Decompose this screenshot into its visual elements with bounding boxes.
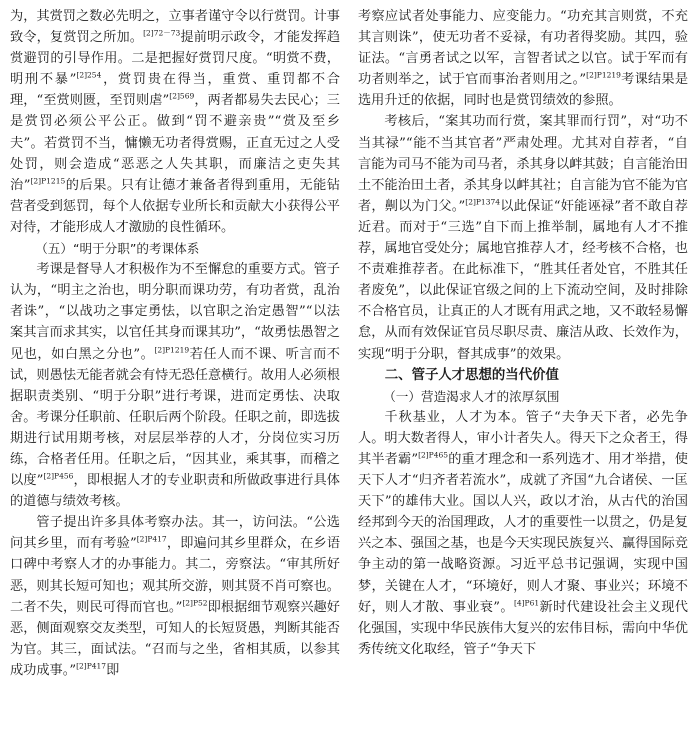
citation: [2]254 [76,70,102,80]
paragraph: 为，其赏罚之数必先明之，立事者谨守令以行赏罚。计事致令，复赏罚之所加。$^{[2]72-73}$提前明示政令，才能发挥趋赏避罚的引导作用。二是把握好赏罚尺度。“明赏不费，明刑不暴”$^{[2]254}$，赏罚贵在得当，重赏、重罚都不合理，“至赏则匮，至罚则虐”$^{[2]569}$，两者都易失去民心；三是赏罚必须公平公正。做到“罚不避亲贵”“赏及至乡夫”。若赏罚不当，慵懒无功者得赏赐，正直无过之人受处罚，则会造成“恶恶之人失其职，而廉洁之吏失其治”$^{[2]P1215}$的后果。只有让德才兼备者得到重用，无能钻营者受到惩罚，每个人依据专业所长和贡献大小获得公平对待，才能形成人才激励的良性循环。 [10,9,341,235]
paragraph: 千秋基业，人才为本。管子“夫争天下者，必先争人。明大数者得人，审小计者失人。得天下之众者王，得其半者霸”$^{[2]P465}$的重才理念和一系列选才、用才举措，使天下人才“归齐者若流水”，成就了齐国“九合诸侯、一匡天下”的雄伟大业。国以人兴，政以才治，从古代的治国经邦到今天的治国理政，人才的重要性一以贯之，仍是复兴之本、强国之基，也是今天实现民族复兴、赢得国际竞争主动的第一战略资源。习近平总书记强调，实现中国梦，关键在人才，“环境好，则人才聚、事业兴；环境不好，则人才散、事业衰”。$^{[4]P61}$新时代建设社会主义现代化强国，实现中华民族伟大复兴的宏伟目标，需向中华优秀传统文化取经，管子“争天下 [358,409,688,657]
citation: [2]P456 [43,471,74,481]
subsection-heading: （五）“明于分职”的考课体系 [35,241,200,257]
paragraph: 考核后，“案其功而行赏，案其罪而行罚”，对“功不当其禄”“能不当其官者”严肃处理。尤其对自荐者，“自言能为司马不能为司马者，杀其身以衅其鼓；自言能治田土不能治田土者，杀其身以衅其社；自言能为官不能为官者，劓以为门父。”$^{[2]P1374}$以此保证“奸能诬禄”者不敢自荐近君。而对于“三选”自下而上推举制，属地有人才不推荐，属地官受处分；属地官推荐人才，经考核不合格，也不责难推荐者。在此标准下，“胜其任者处官，不胜其任者废免”，以此保证官级之间的上下流动空间，及时排除不合格官员，让真正的人才既有用武之地，又不敢轻易懈怠，从而有效保证官员尽职尽责、廉洁从政、长效作为，实现“明于分职，督其成事”的效果。 [358,114,688,362]
paragraph: 考课是督导人才积极作为不至懈怠的重要方式。管子认为，“明主之治也，明分职而课功劳，有功者赏，乱治者诛”，“以战功之事定勇怯，以官职之治定愚智”“以法案其言而求其实，以官任其身而课其功”，“故勇怯愚智之见也，如白黑之分也”。$^{[2]P1219}$若任人而不课、听言而不试，则愚怯无能者就会有恃无恐任意横行。故用人必须根据职责类别、“明于分职”进行考课，进而定勇怯、决取舍。考课分任职前、任职后两个阶段。任职之前，即选拔期进行试用期考核，对层层举荐的人才，分岗位实习历练，合格者任用。任职之后，“因其业，乘其事，而稽之以度”$^{[2]P456}$，即根据人才的专业职责和所做政事进行具体的道德与绩效考核。 [10,262,340,510]
right-column [358,6,688,660]
citation: [2]P52 [182,598,208,608]
citation: [2]P1215 [30,176,66,186]
citation: [2]P417 [76,661,107,671]
citation: [2]P465 [418,450,449,460]
section-heading: 二、管子人才思想的当代价值 [384,367,559,383]
paragraph: 管子提出许多具体考察办法。其一，访问法。“公选问其乡里，而有考验”$^{[2]P417}$，即遍问其乡里群众，在乡语口碑中考察人才的办事能力。其二，旁察法。“审其所好恶，则其长短可知也；观其所交游，则其贤不肖可察也。二者不失，则民可得而官也。”$^{[2]P52}$即根据细节观察兴趣好恶，侧面观察交友类型，可知人的长短贤愚，判断其能否为官。其三，面试法。“召而与之坐，省相其质，以参其成功成事。”$^{[2]P417}$即 [10,515,341,678]
citation: [2]P417 [136,534,167,544]
citation: [2]P1219 [154,345,190,355]
citation: [2]569 [169,91,195,101]
subsection-heading: （一）营造渴求人才的浓厚氛围 [383,388,560,404]
citation: [2]P1374 [465,197,501,207]
citation: [2]72－73 [143,28,181,38]
left-column [10,6,340,681]
citation: [2]P1219 [586,70,621,80]
citation: [4]P61 [513,598,540,608]
paragraph: 考察应试者处事能力、应变能力。“功充其言则赏，不充其言则诛”，使无功者不妥禄，有功者得奖励。其四，验证法。“言勇者试之以军，言智者试之以官。试于军而有功者则举之，试于官而事治者则用之。”$^{[2]P1219}$考课结果是选用升迁的依据，同时也是赏罚绩效的参照。 [358,9,689,109]
